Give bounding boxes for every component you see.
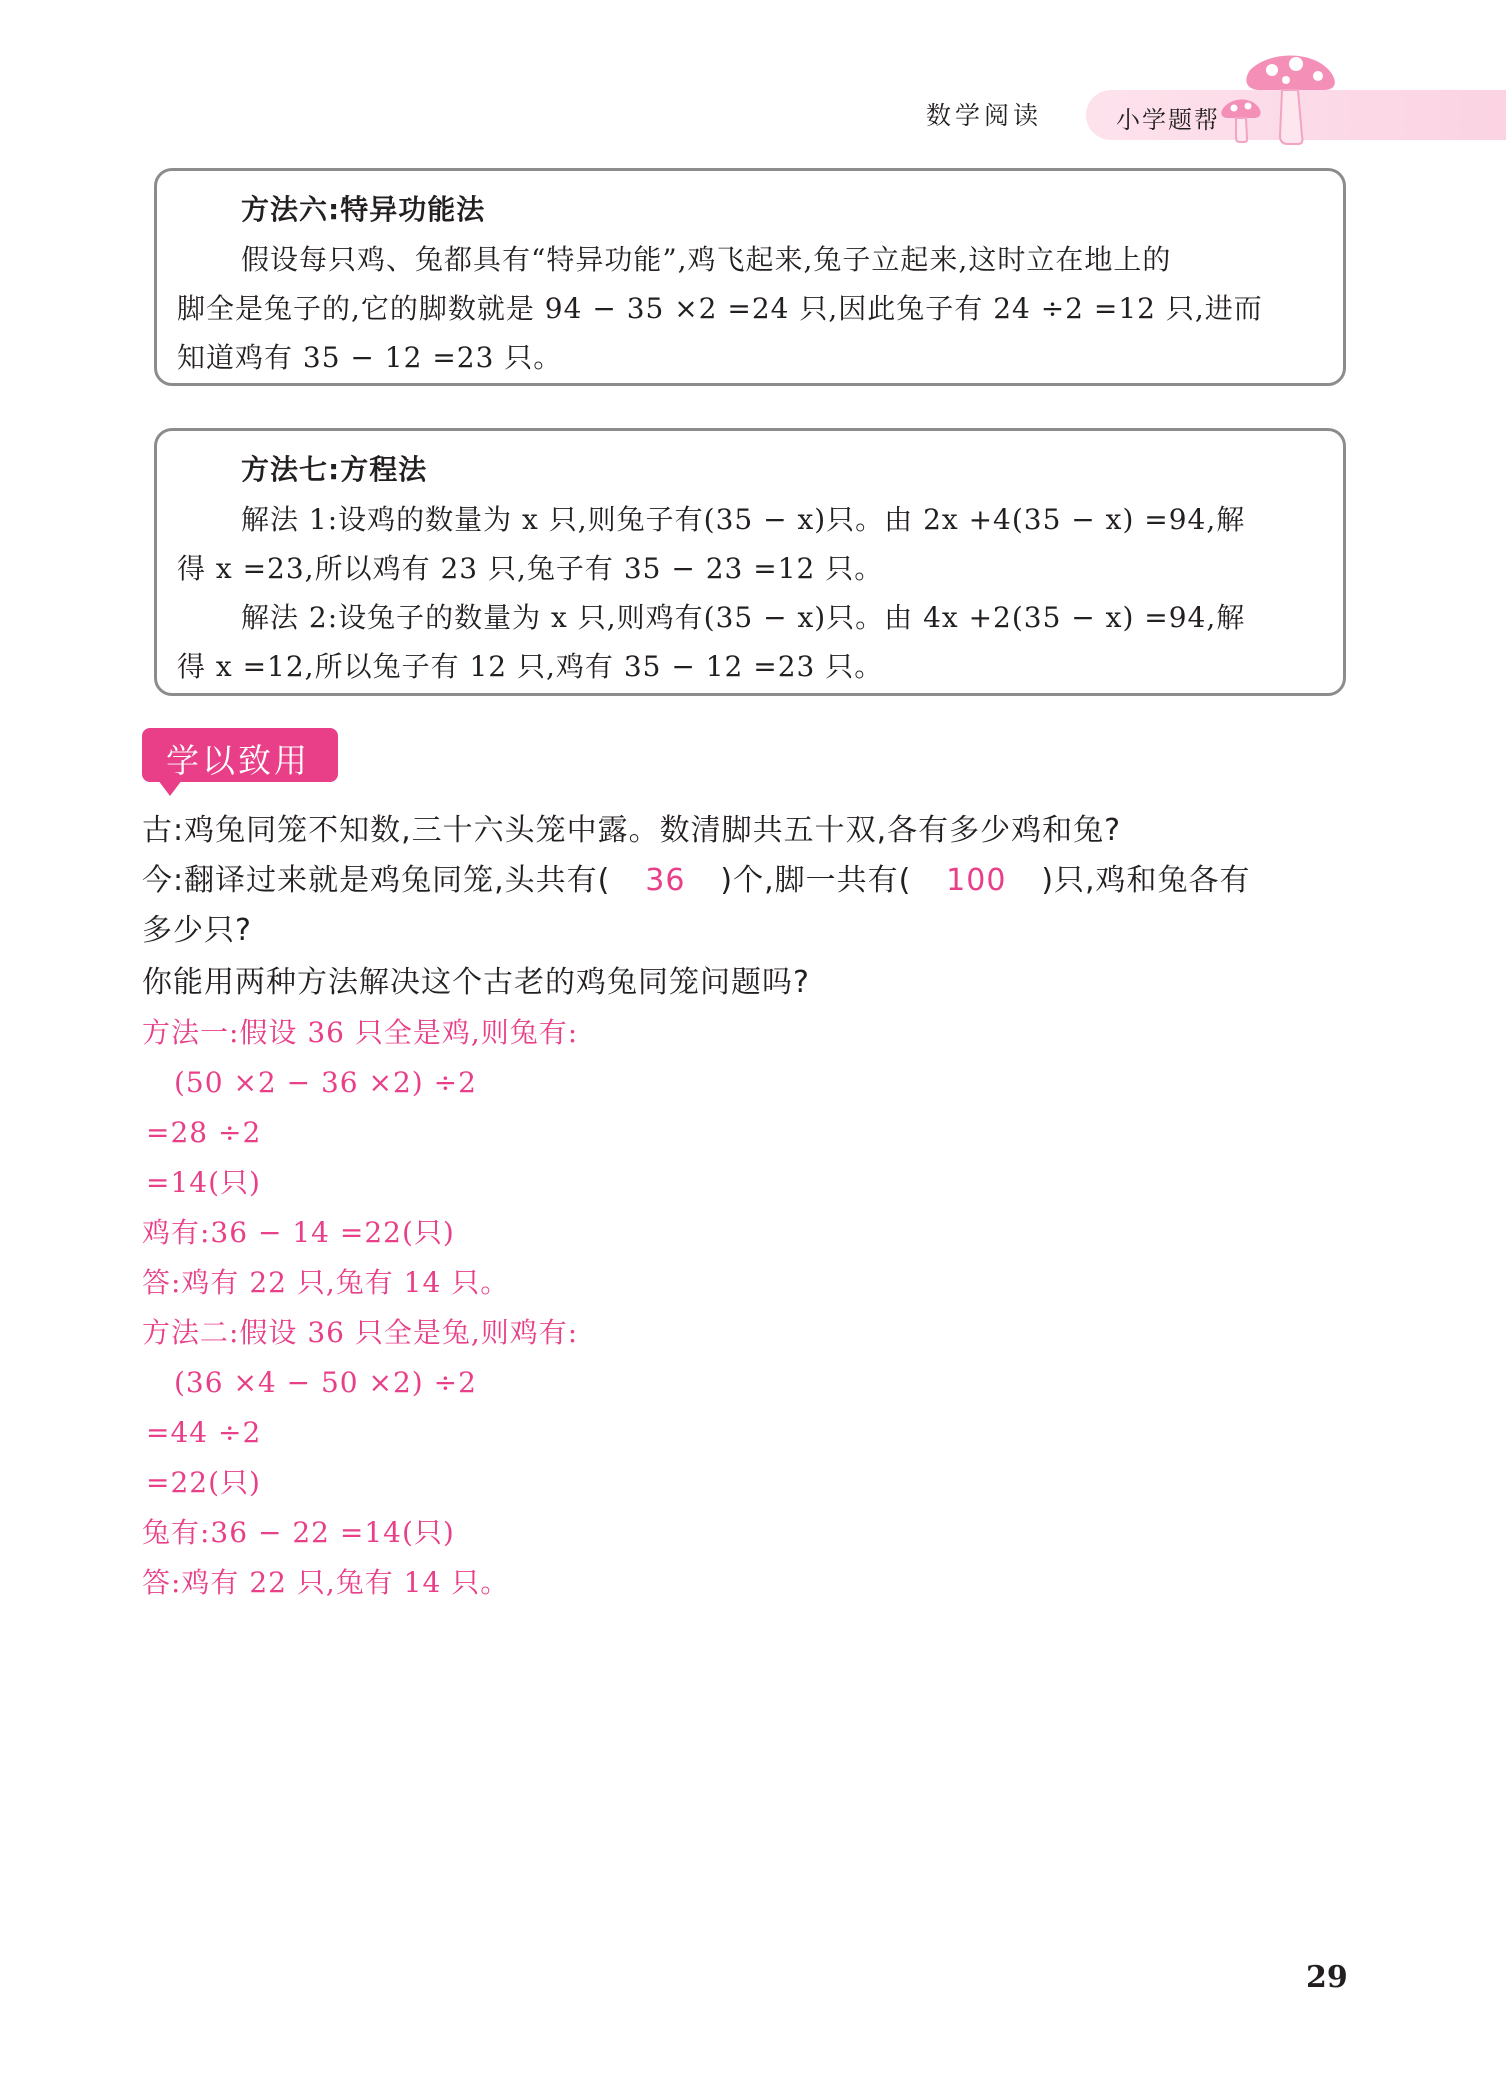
solution-line: (50 ×2 − 36 ×2) ÷2 [174,1066,477,1099]
solution-line: 方法二:假设 36 只全是兔,则鸡有: [142,1316,579,1349]
answer-heads: 36 [645,863,686,898]
page-number: 29 [1306,1960,1348,1995]
solution-line: 答:鸡有 22 只,兔有 14 只。 [142,1566,510,1599]
solution-line: (36 ×4 − 50 ×2) ÷2 [174,1366,477,1399]
method-six-line-1: 假设每只鸡、兔都具有“特异功能”,鸡飞起来,兔子立起来,这时立在地上的 [241,243,1172,276]
solution-line: =22(只) [146,1466,261,1499]
modern-translation [142,856,1362,906]
apply-banner-label: 学以致用 [166,741,310,780]
method-six-box [154,168,1346,386]
solution-line: 答:鸡有 22 只,兔有 14 只。 [142,1266,510,1299]
solution-line: =14(只) [146,1166,261,1199]
solution-line: 方法一:假设 36 只全是鸡,则兔有: [142,1016,579,1049]
method-seven-line-3: 解法 2:设兔子的数量为 x 只,则鸡有(35 − x)只。由 4x +2(35 − x) =94,解 [241,601,1246,634]
mushroom-icon [1220,52,1340,150]
ancient-problem: 古:鸡兔同笼不知数,三十六头笼中露。数清脚共五十双,各有多少鸡和兔? [142,813,1122,848]
answer-feet: 100 [946,863,1007,898]
modern-part-2: )个,脚一共有( [720,863,912,898]
method-seven-line-4: 得 x =12,所以兔子有 12 只,鸡有 35 − 12 =23 只。 [177,650,884,683]
method-six-line-3: 知道鸡有 35 − 12 =23 只。 [177,341,563,374]
solution-line: 鸡有:36 − 14 =22(只) [142,1216,455,1249]
method-seven-title: 方法七:方程法 [241,453,428,486]
header-section-title: 数学阅读 [926,101,1043,130]
question-line: 你能用两种方法解决这个古老的鸡兔同笼问题吗? [142,965,810,1000]
modern-part-3: )只,鸡和兔各有 [1041,863,1251,898]
modern-translation-line-2: 多少只? [142,913,252,948]
method-seven-box [154,428,1346,696]
solution-line: =28 ÷2 [146,1116,262,1149]
method-seven-line-1: 解法 1:设鸡的数量为 x 只,则兔子有(35 − x)只。由 2x +4(35 − x) =94,解 [241,503,1246,536]
method-six-title: 方法六:特异功能法 [241,193,486,226]
modern-part-1: 今:翻译过来就是鸡兔同笼,头共有( [142,863,611,898]
header-tag-label: 小学题帮 [1116,106,1220,134]
solution-line: 兔有:36 − 22 =14(只) [142,1516,455,1549]
method-seven-line-2: 得 x =23,所以鸡有 23 只,兔子有 35 − 23 =12 只。 [177,552,884,585]
apply-banner [142,728,338,782]
solution-line: =44 ÷2 [146,1416,262,1449]
method-six-line-2: 脚全是兔子的,它的脚数就是 94 − 35 ×2 =24 只,因此兔子有 24 ÷2 =12 只,进而 [177,292,1263,325]
